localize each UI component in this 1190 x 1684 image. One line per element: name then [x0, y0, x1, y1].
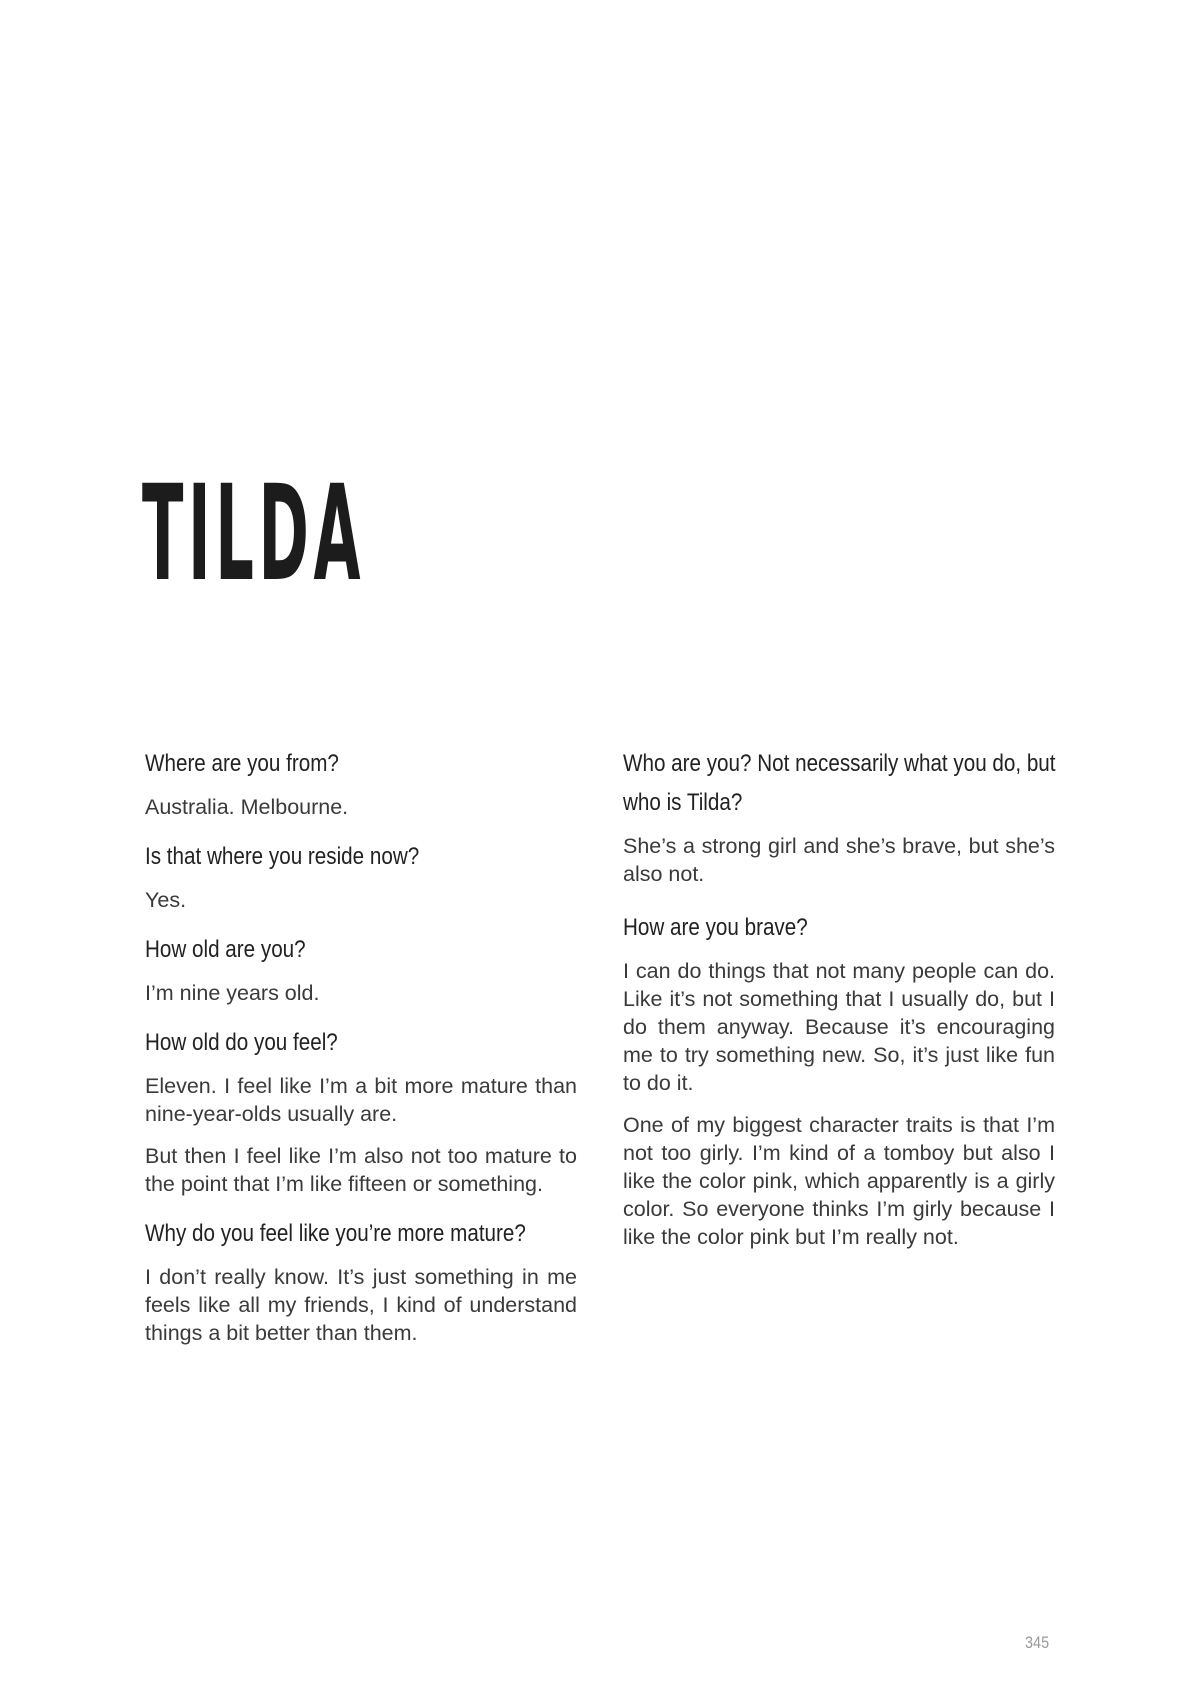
- question-feel-age: How old do you feel?: [145, 1029, 338, 1056]
- page-title: TILDA: [142, 457, 366, 611]
- answer-where-from: Australia. Melbourne.: [145, 795, 349, 819]
- left-column: [145, 744, 577, 1363]
- question-how-old: How old are you?: [145, 936, 306, 963]
- answer-how-brave-paragraph-2: One of my biggest character traits is that I’m not too girly. I’m kind of a tomboy but also I like the color pink, which apparently is a girly color. So everyone thinks I’m girly because I like the color pink but I’m really not.: [623, 1113, 1055, 1249]
- page-number: 345: [1025, 1633, 1050, 1652]
- question-where-from: Where are you from?: [145, 750, 339, 777]
- question-how-brave: How are you brave?: [623, 914, 808, 941]
- answer-how-brave-paragraph-1: I can do things that not many people can do. Like it’s not something that I usually do, but I do them anyway. Because it’s encouraging me to try something new. So, it’s just like fun to do it.: [623, 959, 1055, 1095]
- right-column: [623, 744, 1055, 1267]
- answer-who-are-you: She’s a strong girl and she’s brave, but she’s also not.: [623, 834, 1055, 886]
- question-who-are-you: Who are you? Not necessarily what you do, but who is Tilda?: [623, 750, 1056, 816]
- answer-feel-age-paragraph-1: Eleven. I feel like I’m a bit more mature than nine-year-olds usually are.: [145, 1074, 577, 1126]
- question-reside-now: Is that where you reside now?: [145, 843, 420, 870]
- answer-how-old: I’m nine years old.: [145, 981, 320, 1005]
- answer-reside-now: Yes.: [145, 888, 187, 912]
- answer-feel-age-paragraph-2: But then I feel like I’m also not too mature to the point that I’m like fifteen or something.: [145, 1144, 577, 1196]
- question-more-mature: Why do you feel like you’re more mature?: [145, 1220, 526, 1247]
- answer-more-mature: I don’t really know. It’s just something in me feels like all my friends, I kind of understand things a bit better than them.: [145, 1265, 577, 1345]
